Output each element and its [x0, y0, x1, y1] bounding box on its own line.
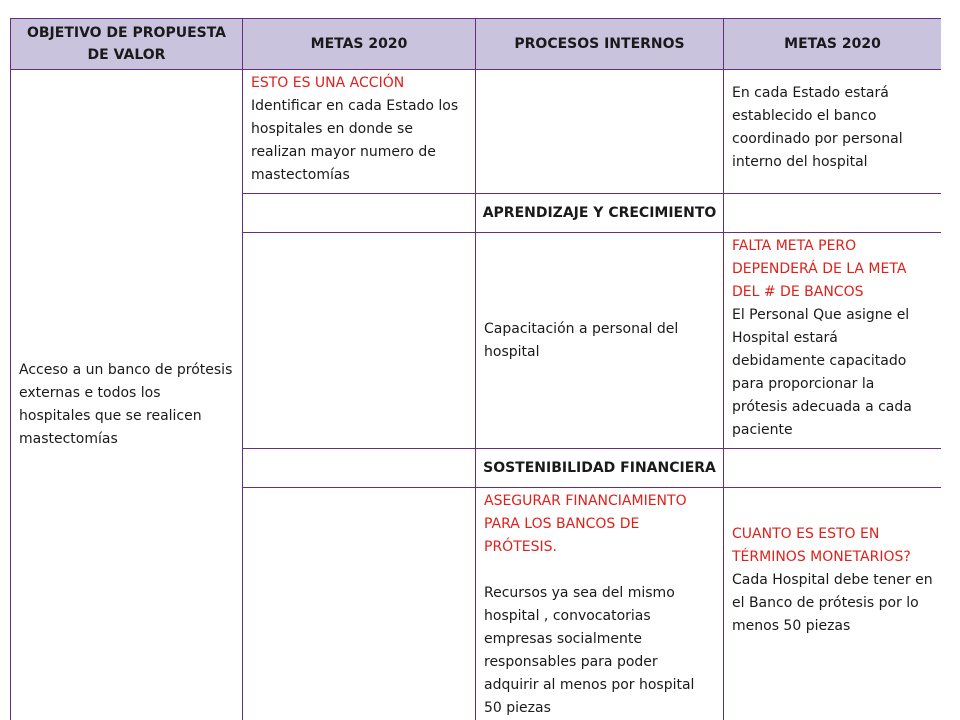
table-row — [11, 70, 942, 194]
note-financiamiento: ASEGURAR FINANCIAMIENTO PARA LOS BANCOS DE PRÓTESIS. — [484, 493, 687, 555]
empty-cell — [243, 194, 476, 233]
meta-text: Identificar en cada Estado los hospitales en donde se realizan mayor numero de mastectomías — [251, 98, 459, 183]
objective-cell: Acceso a un banco de prótesis externas e todos los hospitales que se realicen mastectomías — [11, 70, 243, 720]
meta-cell — [243, 233, 476, 449]
value-proposition-table — [10, 18, 941, 720]
proceso-cell — [476, 70, 724, 194]
note-falta-meta: FALTA META PERO DEPENDERÁ DE LA META DEL # DE BANCOS — [732, 238, 907, 300]
header-row — [11, 19, 942, 70]
empty-cell — [724, 449, 942, 488]
slide-frame — [10, 18, 941, 720]
section-aprendizaje: APRENDIZAJE Y CRECIMIENTO — [476, 194, 724, 233]
proceso-text: Recursos ya sea del mismo hospital , convocatorias empresas socialmente responsables para poder adquirir al menos por hospital 50 piezas — [484, 585, 695, 716]
empty-cell — [724, 194, 942, 233]
header-metas-2: METAS 2020 — [724, 19, 942, 70]
proceso-cell — [476, 488, 724, 720]
header-objetivo: OBJETIVO DE PROPUESTA DE VALOR — [11, 19, 243, 70]
meta2-text: Cada Hospital debe tener en el Banco de prótesis por lo menos 50 piezas — [732, 571, 933, 634]
section-sostenibilidad: SOSTENIBILIDAD FINANCIERA — [476, 449, 724, 488]
header-metas-1: METAS 2020 — [243, 19, 476, 70]
spacer — [484, 559, 715, 582]
meta-cell — [243, 70, 476, 194]
proceso-cell: Capacitación a personal del hospital — [476, 233, 724, 449]
note-action: ESTO ES UNA ACCIÓN — [251, 75, 405, 91]
empty-cell — [243, 449, 476, 488]
meta2-cell: En cada Estado estará establecido el banco coordinado por personal interno del hospital — [724, 70, 942, 194]
note-monetarios: CUANTO ES ESTO EN TÉRMINOS MONETARIOS? — [732, 525, 911, 565]
meta2-text: El Personal Que asigne el Hospital estará debidamente capacitado para proporcionar la prótesis adecuada a cada paciente — [732, 307, 912, 438]
header-procesos-internos: PROCESOS INTERNOS — [476, 19, 724, 70]
meta2-cell — [724, 488, 942, 720]
meta2-cell — [724, 233, 942, 449]
meta-cell — [243, 488, 476, 720]
